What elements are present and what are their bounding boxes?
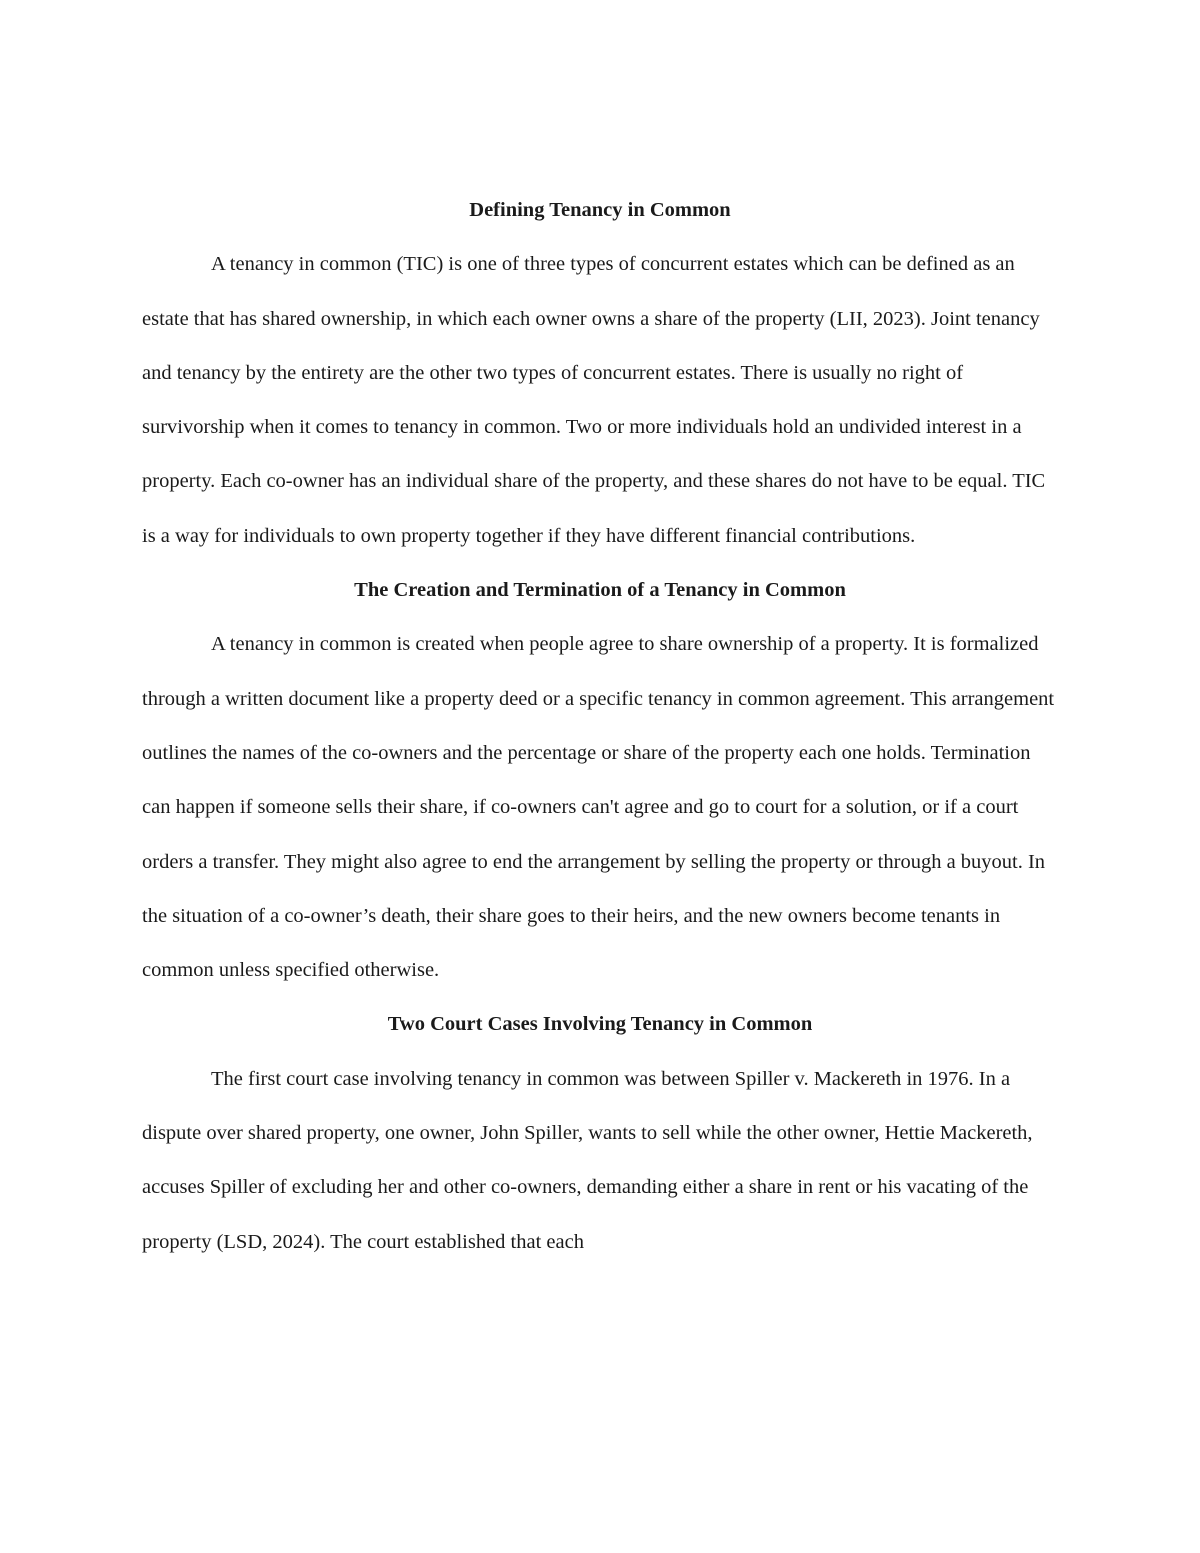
section-heading-court-cases: Two Court Cases Involving Tenancy in Common bbox=[387, 1013, 813, 1036]
section-heading-defining: Defining Tenancy in Common bbox=[469, 199, 731, 221]
section-paragraph-creation-termination: A tenancy in common is created when people agree to share ownership of a property. It is formalized through a written document like a property deed or a specific tenancy in common agreement. This arrangement outlines the names of the co-owners and the percentage or share of the property each one holds. Termination can happen if someone sells their share, if co-owners can't agree and go to court for a solution, or if a court orders a transfer. They might also agree to end the arrangement by selling the property or through a buyout. In the situation of a co-owner’s death, their share goes to their heirs, and the new owners become tenants in common unless specified otherwise. bbox=[142, 633, 1055, 982]
section-paragraph-defining: A tenancy in common (TIC) is one of three types of concurrent estates which can be defined as an estate that has shared ownership, in which each owner owns a share of the property (LII, 2023). Joint tenancy and tenancy by the entirety are the other two types of concurrent estates. There is usually no right of survivorship when it comes to tenancy in common. Two or more individuals hold an undivided interest in a property. Each co-owner has an individual share of the property, and these shares do not have to be equal. TIC is a way for individuals to own property together if they have different financial contributions. bbox=[142, 253, 1046, 547]
document-body bbox=[142, 183, 1058, 1269]
section-paragraph-court-cases: The first court case involving tenancy in common was between Spiller v. Mackereth in 1976. In a dispute over shared property, one owner, John Spiller, wants to sell while the other owner, Hettie Mackereth, accuses Spiller of excluding her and other co-owners, demanding either a share in rent or his vacating of the property (LSD, 2024). The court established that each bbox=[142, 1067, 1033, 1253]
section-heading-creation-termination: The Creation and Termination of a Tenancy in Common bbox=[354, 579, 846, 602]
